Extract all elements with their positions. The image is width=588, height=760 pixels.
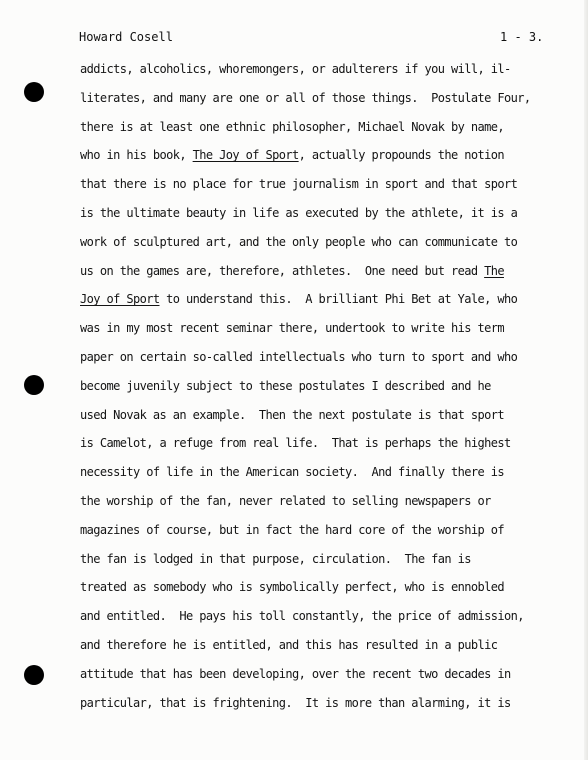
text-line: and therefore he is entitled, and this has resulted in a public [80, 637, 498, 652]
punch-hole-icon [24, 82, 44, 102]
text-line: that there is no place for true journalism in sport and that sport [80, 177, 518, 192]
page-number: 1 - 3. [500, 30, 544, 44]
punch-hole-icon [24, 375, 44, 395]
text-line: was in my most recent seminar there, undertook to write his term [80, 321, 504, 336]
text-line: the worship of the fan, never related to selling newspapers or [80, 493, 491, 508]
text-segment: us on the games are, therefore, athletes. One need but read [80, 263, 485, 278]
text-line: is the ultimate beauty in life as executed by the athlete, it is a [80, 205, 518, 220]
book-title: Joy of Sport [80, 292, 160, 307]
text-line: literates, and many are one or all of those things. Postulate Four, [80, 90, 531, 105]
body-text [80, 59, 580, 721]
text-line: magazines of course, but in fact the hard core of the worship of [80, 522, 504, 537]
text-line: become juvenily subject to these postulates I described and he [80, 378, 491, 393]
text-segment: who in his book, [80, 148, 193, 163]
text-segment: , actually propounds the notion [298, 148, 504, 163]
text-line: addicts, alcoholics, whoremongers, or adulterers if you will, il- [80, 62, 511, 76]
text-line: attitude that has been developing, over the recent two decades in [80, 666, 511, 681]
text-line: the fan is lodged in that purpose, circulation. The fan is [80, 551, 471, 566]
text-line: and entitled. He pays his toll constantly, the price of admission, [80, 609, 524, 624]
page-edge-shadow [584, 0, 588, 760]
text-line: paper on certain so-called intellectuals who turn to sport and who [80, 349, 518, 364]
text-line: work of sculptured art, and the only people who can communicate to [80, 234, 518, 249]
text-line: there is at least one ethnic philosopher, Michael Novak by name, [80, 119, 504, 134]
book-title: The [484, 263, 504, 278]
text-line: used Novak as an example. Then the next postulate is that sport [80, 407, 504, 422]
text-line [80, 261, 580, 290]
text-line: is Camelot, a refuge from real life. That is perhaps the highest [80, 436, 511, 451]
book-title: The Joy of Sport [192, 148, 299, 163]
text-line: necessity of life in the American society. And finally there is [80, 465, 504, 480]
author-name: Howard Cosell [79, 30, 173, 44]
text-line [80, 145, 580, 174]
text-segment: to understand this. A brilliant Phi Bet at Yale, who [159, 292, 518, 307]
punch-hole-icon [24, 665, 44, 685]
page-header [0, 30, 588, 50]
text-line [80, 289, 580, 318]
text-line: particular, that is frightening. It is more than alarming, it is [80, 695, 511, 710]
text-line: treated as somebody who is symbolically perfect, who is ennobled [80, 580, 504, 595]
